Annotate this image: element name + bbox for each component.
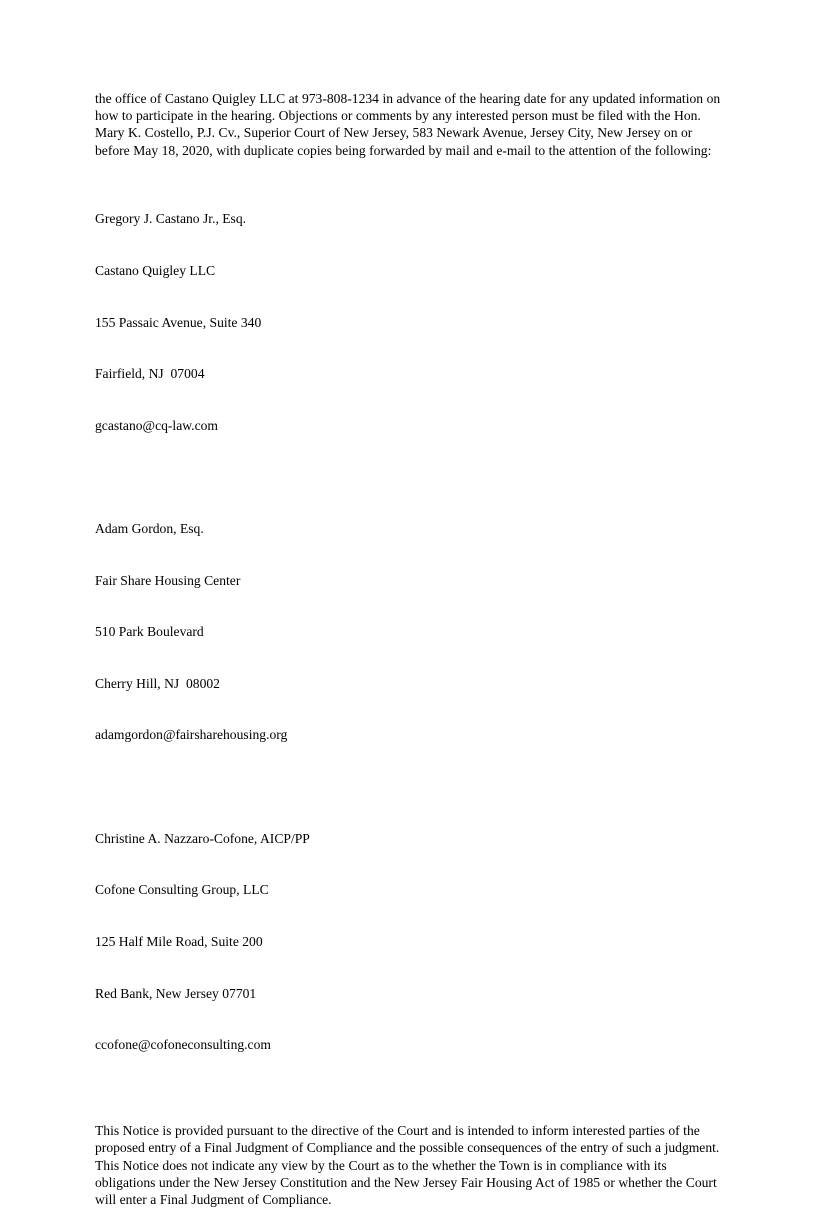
closing-paragraph: This Notice is provided pursuant to the directive of the Court and is intended to inform interested parties of the proposed entry of a Final Judgment of Compliance and the possible consequences of the entry of such a judgment. This Notice does not indicate any view by the Court as to the whether the Town is in compliance with its obligations under the New Jersey Constitution and the New Jersey Fair Housing Act of 1985 or whether the Court will enter a Final Judgment of Compliance. bbox=[95, 1123, 723, 1207]
contact-organization: Fair Share Housing Center bbox=[95, 572, 241, 588]
intro-paragraph: the office of Castano Quigley LLC at 973-808-1234 in advance of the hearing date for any updated information on how to participate in the hearing. Objections or comments by any interested person must be filed with the Hon. Mary K. Costello, P.J. Cv., Superior Court of New Jersey, 583 Newark Avenue, Jersey City, New Jersey on or before May 18, 2020, with duplicate copies being forwarded by mail and e-mail to the attention of the following: bbox=[95, 91, 724, 158]
contact-email: ccofone@cofoneconsulting.com bbox=[95, 1037, 271, 1053]
contact-city-state-zip: Red Bank, New Jersey 07701 bbox=[95, 985, 257, 1001]
contact-street: 125 Half Mile Road, Suite 200 bbox=[95, 933, 263, 949]
contact-email: adamgordon@fairsharehousing.org bbox=[95, 727, 288, 743]
contact-organization: Cofone Consulting Group, LLC bbox=[95, 882, 269, 898]
contact-city-state-zip: Cherry Hill, NJ 08002 bbox=[95, 675, 220, 691]
spacer bbox=[95, 1088, 721, 1122]
contact-name: Gregory J. Castano Jr., Esq. bbox=[95, 211, 247, 227]
contact-city-state-zip: Fairfield, NJ 07004 bbox=[95, 366, 205, 382]
document-body bbox=[95, 90, 724, 1208]
contact-street: 155 Passaic Avenue, Suite 340 bbox=[95, 314, 262, 330]
contact-email: gcastano@cq-law.com bbox=[95, 417, 218, 433]
contact-block-3 bbox=[95, 795, 721, 1087]
spacer bbox=[95, 159, 721, 176]
contact-block-1 bbox=[95, 176, 721, 468]
spacer bbox=[95, 468, 721, 485]
spacer bbox=[95, 778, 721, 795]
contact-name: Christine A. Nazzaro-Cofone, AICP/PP bbox=[95, 830, 310, 846]
contact-block-2 bbox=[95, 486, 721, 778]
contact-street: 510 Park Boulevard bbox=[95, 624, 204, 640]
contact-name: Adam Gordon, Esq. bbox=[95, 521, 204, 537]
contact-organization: Castano Quigley LLC bbox=[95, 263, 216, 279]
